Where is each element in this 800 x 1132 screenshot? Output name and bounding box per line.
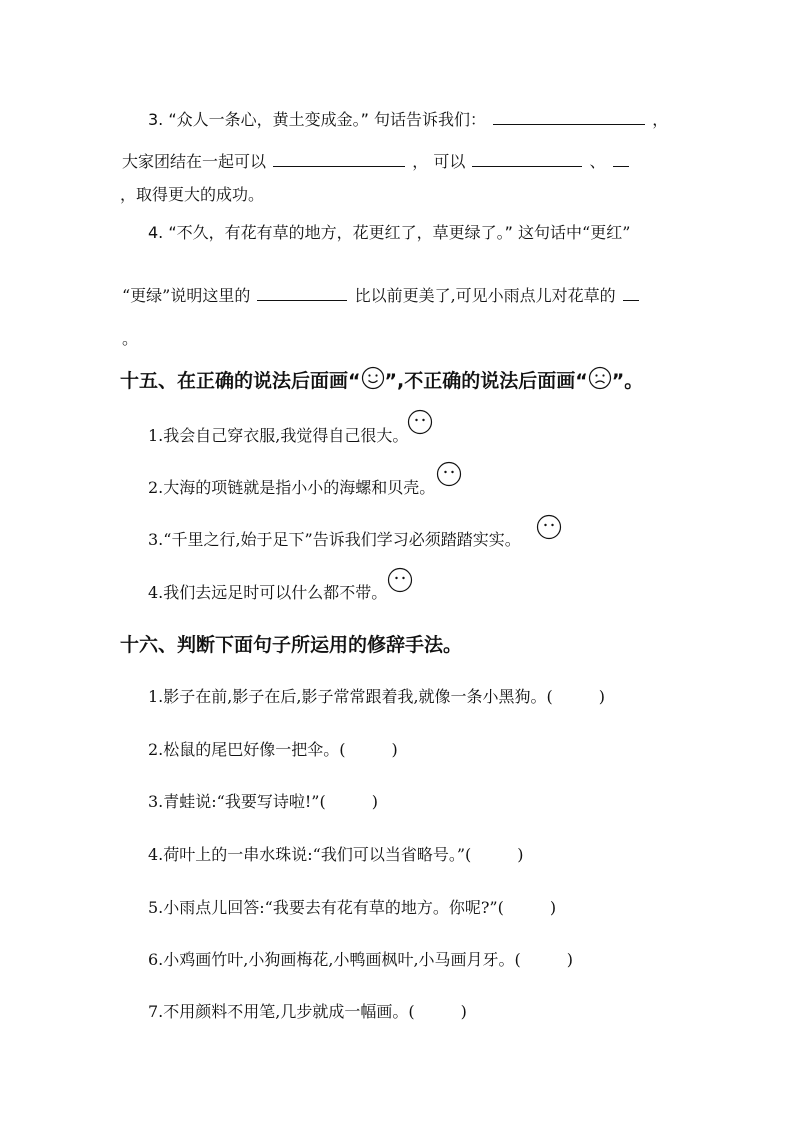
q4-line2-start: “更绿”说明这里的 bbox=[122, 286, 251, 305]
answer-paren-6[interactable]: ( ) bbox=[514, 950, 574, 969]
q3-dun: 、 bbox=[589, 152, 606, 171]
sec16-item-1-text: 1.影子在前,影子在后,影子常常跟着我,就像一条小黑狗。 bbox=[148, 687, 547, 706]
q3-comma-1: ， bbox=[652, 110, 669, 129]
answer-face-4-icon[interactable] bbox=[387, 567, 413, 593]
q3-line2-start: 大家团结在一起可以 bbox=[122, 152, 267, 171]
sec16-item-1 bbox=[148, 686, 605, 708]
sec16-item-5-text: 5.小雨点儿回答:“我要去有花有草的地方。你呢?” bbox=[148, 898, 498, 917]
sec16-item-2 bbox=[148, 739, 398, 761]
q3-line-3: ，取得更大的成功。 bbox=[120, 185, 265, 204]
section-15-heading bbox=[120, 366, 643, 397]
answer-paren-5[interactable]: ( ) bbox=[497, 898, 557, 917]
section-16-heading: 十六、判断下面句子所运用的修辞手法。 bbox=[120, 634, 463, 656]
q3-blank-3[interactable] bbox=[472, 150, 582, 167]
q3-number: 3. bbox=[148, 110, 164, 129]
sec16-item-4-text: 4.荷叶上的一串水珠说:“我们可以当省略号。” bbox=[148, 845, 466, 864]
q4-quote: “不久，有花有草的地方，花更红了，草更绿了。” bbox=[168, 223, 513, 242]
q3-line-2 bbox=[122, 150, 631, 173]
q4-line-1 bbox=[148, 222, 630, 244]
sec15-item-4: 4.我们去远足时可以什么都不带。 bbox=[148, 583, 388, 602]
q4-line-3: 。 bbox=[122, 329, 139, 348]
q3-blank-2[interactable] bbox=[273, 150, 405, 167]
q4-line-2 bbox=[122, 284, 641, 307]
sec15-item-3: 3.“千里之行,始于足下”告诉我们学习必须踏踏实实。 bbox=[148, 530, 521, 549]
sec16-item-7-text: 7.不用颜料不用笔,几步就成一幅画。 bbox=[148, 1002, 409, 1021]
answer-face-3-icon[interactable] bbox=[536, 514, 562, 540]
answer-paren-7[interactable]: ( ) bbox=[408, 1002, 467, 1021]
sec16-item-3 bbox=[148, 791, 378, 813]
q3-quote: “众人一条心，黄土变成金。” bbox=[168, 110, 369, 129]
q4-number: 4. bbox=[148, 223, 164, 242]
sec15-item-2: 2.大海的项链就是指小小的海螺和贝壳。 bbox=[148, 478, 436, 497]
answer-paren-2[interactable]: ( ) bbox=[339, 740, 398, 759]
q3-tell: 句话告诉我们： bbox=[374, 110, 487, 129]
sec16-item-4 bbox=[148, 844, 524, 866]
section-15-heading-a: 十五、在正确的说法后面画“ bbox=[120, 370, 361, 392]
sec15-item-1: 1.我会自己穿衣服,我觉得自己很大。 bbox=[148, 426, 409, 445]
answer-paren-3[interactable]: ( ) bbox=[319, 792, 378, 811]
sec16-item-2-text: 2.松鼠的尾巴好像一把伞。 bbox=[148, 740, 340, 759]
answer-paren-1[interactable]: ( ) bbox=[546, 687, 606, 706]
answer-face-1-icon[interactable] bbox=[407, 409, 433, 435]
q3-blank-1[interactable] bbox=[493, 108, 645, 125]
q4-blank-1[interactable] bbox=[257, 284, 347, 301]
answer-paren-4[interactable]: ( ) bbox=[465, 845, 524, 864]
answer-face-2-icon[interactable] bbox=[436, 461, 462, 487]
q4-line2-mid: 比以前更美了,可见小雨点儿对花草的 bbox=[354, 286, 616, 305]
q3-blank-4[interactable] bbox=[613, 150, 629, 167]
section-15-heading-c: ”。 bbox=[611, 370, 644, 392]
q4-blank-2[interactable] bbox=[623, 284, 639, 301]
sec16-item-5 bbox=[148, 897, 556, 919]
q3-comma-2: ， bbox=[412, 152, 429, 171]
q3-line-1 bbox=[148, 108, 668, 131]
sec16-item-6 bbox=[148, 949, 573, 971]
sec16-item-3-text: 3.青蛙说:“我要写诗啦!” bbox=[148, 792, 320, 811]
q4-tail: 这句话中“更红” bbox=[518, 223, 631, 242]
sad-face-icon bbox=[588, 366, 612, 397]
sec16-item-6-text: 6.小鸡画竹叶,小狗画梅花,小鸭画枫叶,小马画月牙。 bbox=[148, 950, 515, 969]
sec16-item-7 bbox=[148, 1001, 467, 1023]
section-15-heading-b: ”,不正确的说法后面画“ bbox=[384, 370, 588, 392]
q3-line2-mid: 可以 bbox=[433, 152, 466, 171]
smiley-face-icon bbox=[361, 366, 385, 397]
